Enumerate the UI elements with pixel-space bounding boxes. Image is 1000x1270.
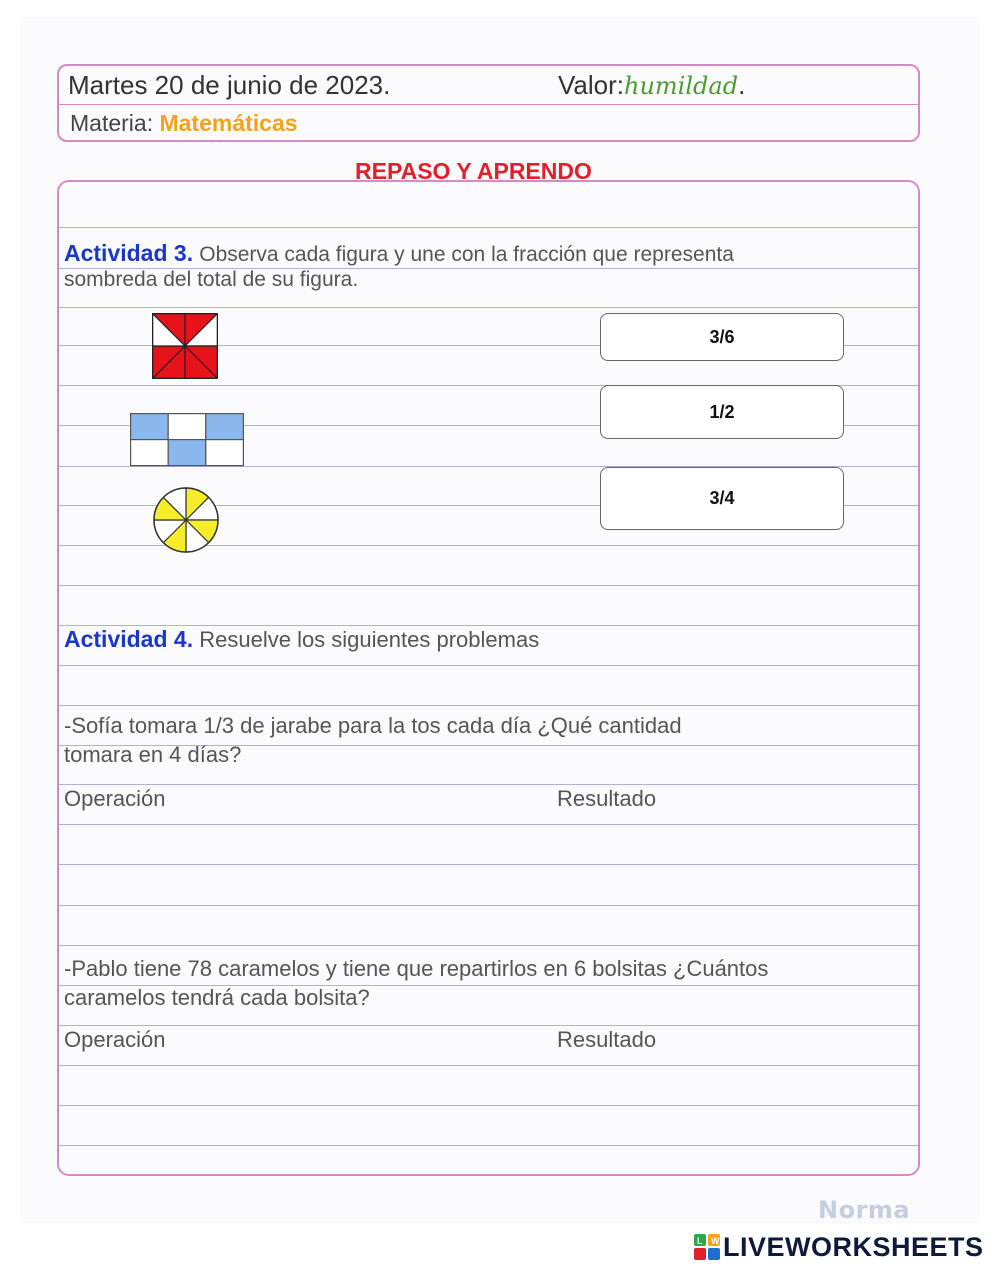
liveworksheets-text: LIVEWORKSHEETS [723, 1231, 984, 1262]
actividad3-instruction: Observa cada figura y une con la fracción que representa [199, 243, 734, 266]
valor-period: . [738, 70, 746, 100]
materia-value: Matemáticas [159, 110, 298, 136]
actividad4-line [64, 626, 539, 653]
valor-label: Valor: [558, 70, 624, 100]
problem1-resultado-label: Resultado [557, 786, 657, 811]
problem2-resultado-label: Resultado [557, 1027, 657, 1052]
problem1-operacion-label: Operación [64, 786, 166, 811]
grid-fraction-icon [130, 413, 244, 467]
liveworksheets-logo [694, 1232, 984, 1262]
liveworksheets-icon [694, 1234, 720, 1260]
actividad4-instruction: Resuelve los siguientes problemas [199, 627, 540, 652]
section-title: REPASO Y APRENDO [355, 158, 592, 184]
problem2-line2: caramelos tendrá cada bolsita? [64, 985, 370, 1010]
answer-box-2[interactable]: 1/2 [600, 385, 844, 439]
answer-box-3[interactable]: 3/4 [600, 467, 844, 530]
valor-value: humildad [624, 72, 739, 100]
materia-label: Materia: [70, 110, 154, 136]
materia-group [70, 110, 298, 137]
header-divider [59, 104, 918, 105]
actividad4-title: Actividad 4. [64, 626, 194, 652]
problem1-line1: -Sofía tomara 1/3 de jarabe para la tos cada día ¿Qué cantidad [64, 713, 682, 738]
square-fraction-icon [152, 313, 218, 379]
date-text: Martes 20 de junio de 2023. [68, 70, 391, 100]
valor-group [558, 70, 745, 101]
circle-fraction-icon [152, 486, 220, 554]
problem2-line1: -Pablo tiene 78 caramelos y tiene que repartirlos en 6 bolsitas ¿Cuántos [64, 956, 769, 981]
svg-text:W: W [711, 1236, 720, 1246]
svg-text:L: L [697, 1236, 703, 1246]
problem1-line2: tomara en 4 días? [64, 742, 242, 767]
answer-box-1[interactable]: 3/6 [600, 313, 844, 361]
norma-logo: Norma [818, 1196, 911, 1224]
actividad3-line1 [64, 240, 734, 267]
problem2-operacion-label: Operación [64, 1027, 166, 1052]
actividad3-title: Actividad 3. [64, 240, 194, 266]
actividad3-instruction-line2: sombreda del total de su figura. [64, 268, 359, 291]
